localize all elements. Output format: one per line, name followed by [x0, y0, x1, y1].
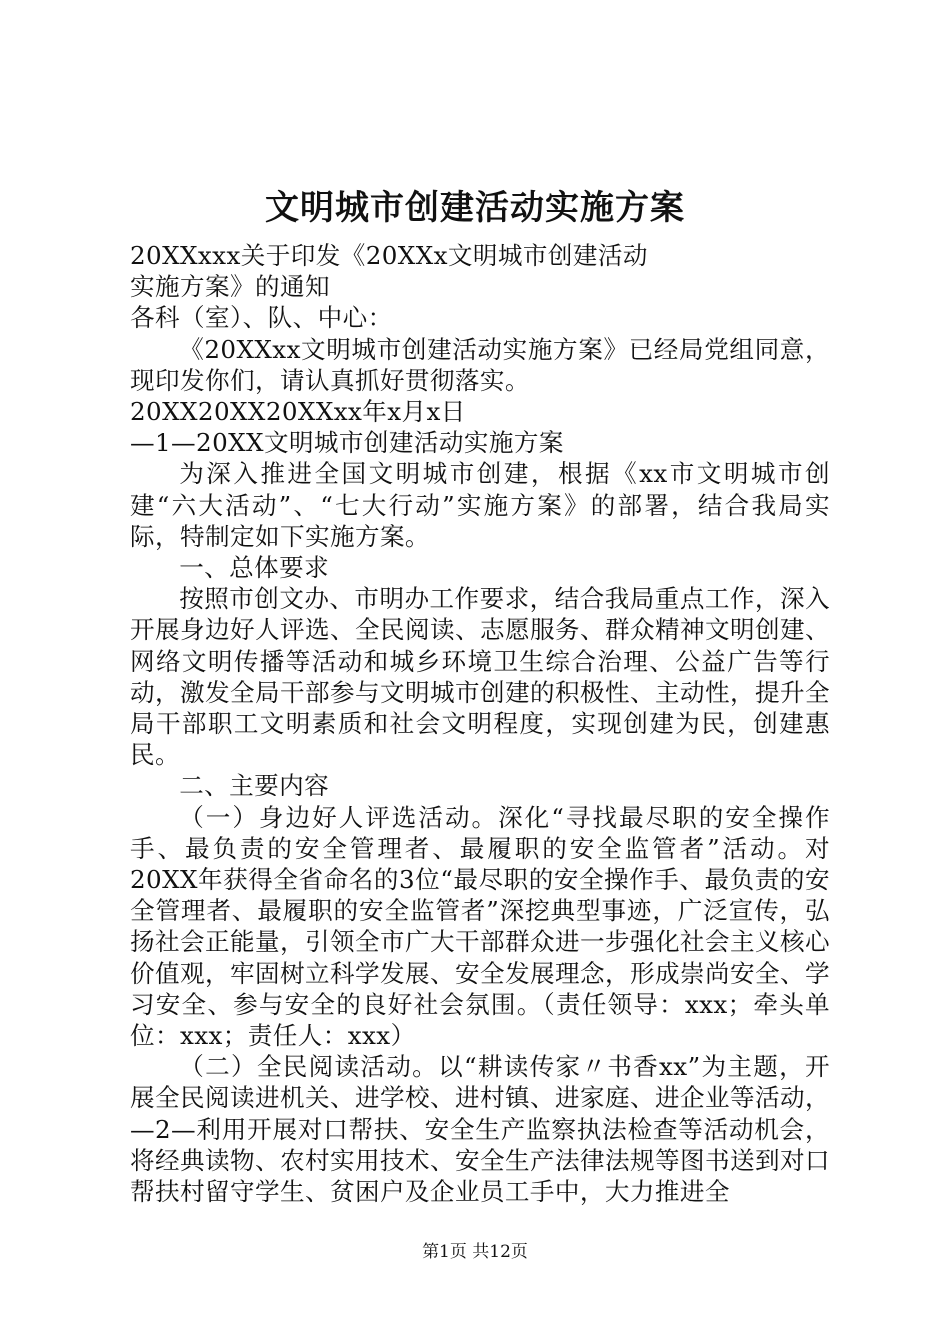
page-number: 第1页 共12页 — [422, 1242, 528, 1262]
page-marker-heading: —1—20XX文明城市创建活动实施方案 — [130, 428, 564, 458]
good-people-paragraph: （一）身边好人评选活动。深化“寻找最尽职的安全操作手、最负责的安全管理者、最履职的安全监管者”活动。对20XX年获得全省命名的3位“最尽职的安全操作手、最负责的安全管理者、最履职的安全监管者”深挖典型事迹，广泛宣传，弘扬社会正能量，引领全市广大干部群众进一步强化社会主义核心价值观，牢固树立科学发展、安全发展理念，形成崇尚安全、学习安全、参与安全的良好社会氛围。（责任领导：xxx；牵头单位：xxx；责任人：xxx） — [130, 802, 830, 1051]
notice-body: 《20XXxx文明城市创建活动实施方案》已经局党组同意，现印发你们，请认真抓好贯彻落实。 — [130, 334, 830, 395]
document-title: 文明城市创建活动实施方案 — [265, 188, 685, 228]
addressee: 各科（室）、队、中心： — [130, 303, 393, 333]
section-heading-general: 一、总体要求 — [179, 553, 330, 583]
general-requirements-paragraph: 按照市创文办、市明办工作要求，结合我局重点工作，深入开展身边好人评选、全民阅读、志愿服务、群众精神文明创建、网络文明传播等活动和城乡环境卫生综合治理、公益广告等行动，激发全局干部参与文明城市创建的积极性、主动性，提升全局干部职工文明素质和社会文明程度，实现创建为民，创建惠民。 — [130, 584, 830, 770]
intro-paragraph: 为深入推进全国文明城市创建，根据《xx市文明城市创建“六大活动”、“七大行动”实施方案》的部署，结合我局实际，特制定如下实施方案。 — [130, 459, 830, 551]
notice-heading-line-2: 实施方案》的通知 — [130, 272, 330, 302]
notice-heading-line-1: 20XXxxx关于印发《20XXx文明城市创建活动 — [130, 241, 648, 270]
document-body — [130, 240, 830, 1207]
section-heading-main: 二、主要内容 — [179, 771, 330, 801]
reading-paragraph: （二）全民阅读活动。以“耕读传家〃书香xx”为主题，开展全民阅读进机关、进学校、进村镇、进家庭、进企业等活动，—2—利用开展对口帮扶、安全生产监察执法检查等活动机会，将经典读物、农村实用技术、安全生产法律法规等图书送到对口帮扶村留守学生、贫困户及企业员工手中，大力推进全 — [130, 1052, 830, 1207]
notice-date: 20XX20XX20XXxx年x月x日 — [130, 397, 466, 427]
